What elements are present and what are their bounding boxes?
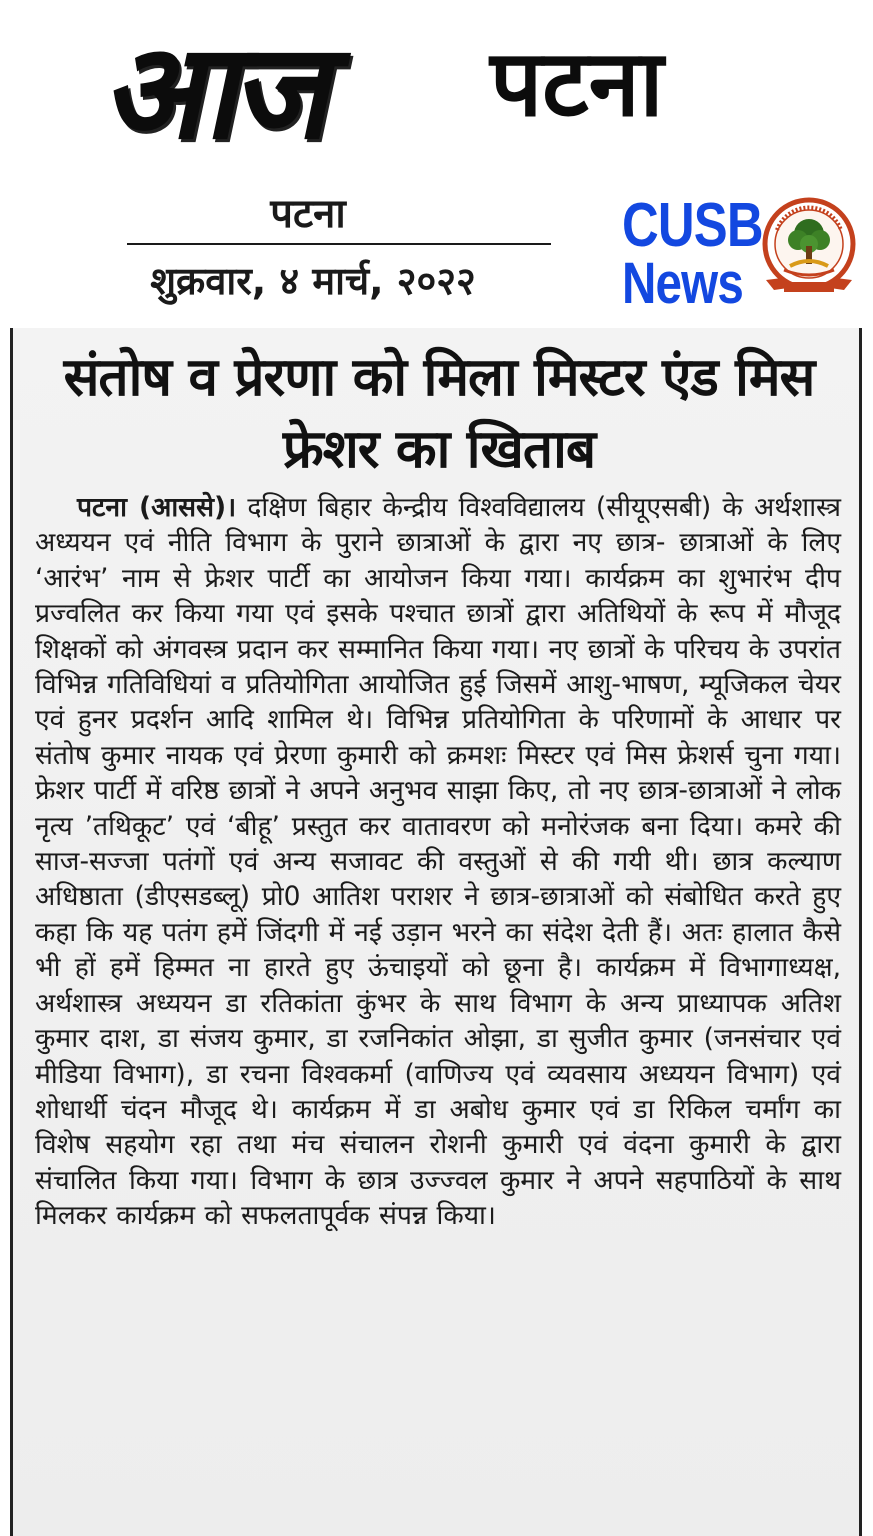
dateline-city: पटना	[270, 191, 346, 237]
news-article	[10, 328, 862, 1536]
edition-city-title: पटना	[490, 30, 664, 137]
cusb-logo-line1: CUSB	[622, 191, 763, 260]
cusb-logo-line2: News	[622, 251, 743, 316]
dateline-date: शुक्रवार, ४ मार्च, २०२२	[150, 259, 476, 303]
article-byline: पटना (आससे)।	[77, 492, 237, 523]
article-body-text: दक्षिण बिहार केन्द्रीय विश्वविद्यालय (सीयूएसबी) के अर्थशास्त्र अध्ययन एवं नीति विभाग के पुराने छात्राओं के द्वारा नए छात्र- छात्राओं के लिए ‘आरंभ’ नाम से फ्रेशर पार्टी का आयोजन किया गया। कार्यक्रम का शुभारंभ दीप प्रज्वलित कर किया गया एवं इसके पश्चात छात्रों द्वारा अतिथियों के रूप में मौजूद शिक्षकों को अंगवस्त्र प्रदान कर सम्मानित किया गया। नए छात्रों के परिचय के उपरांत विभिन्न गतिविधियां व प्रतियोगिता आयोजित हुई जिसमें आशु-भाषण, म्यूजिकल चेयर एवं हुनर प्रदर्शन आदि शामिल थे। विभिन्न प्रतियोगिता के परिणामों के आधार पर संतोष कुमार नायक एवं प्रेरणा कुमारी को क्रमशः मिस्टर एवं मिस फ्रेशर्स चुना गया। फ्रेशर पार्टी में वरिष्ठ छात्रों ने अपने अनुभव साझा किए, तो नए छात्र-छात्राओं ने लोक नृत्य ’तथिकूट’ एवं ‘बीहू’ प्रस्तुत कर वातावरण को मनोरंजक बना दिया। कमरे की साज-सज्जा पतंगों एवं अन्य सजावट की वस्तुओं से की गयी थी। छात्र कल्याण अधिष्ठाता (डीएसडब्लू) प्रो0 आतिश पराशर ने छात्र-छात्राओं को संबोधित करते हुए कहा कि यह पतंग हमें जिंदगी में नई उड़ान भरने का संदेश देती हैं। अतः हालात कैसे भी हों हमें हिम्मत ना हारते हुए ऊंचाइयों को छूना है। कार्यक्रम में विभागाध्यक्ष, अर्थशास्त्र अध्ययन डा रतिकांता कुंभर के साथ विभाग के अन्य प्राध्यापक अतिश कुमार दाश, डा संजय कुमार, डा रजनिकांत ओझा, डा सुजीत कुमार (जनसंचार एवं मीडिया विभाग), डा रचना विश्वकर्मा (वाणिज्य एवं व्यवसाय अध्ययन विभाग) एवं शोधार्थी चंदन मौजूद थे। कार्यक्रम में डा अबोध कुमार एवं डा रिकिल चर्मांग का विशेष सहयोग रहा तथा मंच संचालन रोशनी कुमारी एवं वंदना कुमारी के द्वारा संचालित किया गया। विभाग के छात्र उज्ज्वल कुमार ने अपने सहपाठियों के साथ मिलकर कार्यक्रम को सफलतापूर्वक संपन्न किया।	[35, 492, 841, 1232]
newspaper-logo: आज	[95, 15, 350, 169]
newspaper-masthead	[0, 0, 873, 330]
university-seal-tree-icon	[760, 196, 858, 300]
dateline-divider	[127, 243, 551, 245]
article-headline: संतोष व प्रेरणा को मिला मिस्टर एंड मिस फ्रेशर का खिताब	[63, 347, 815, 480]
article-body	[35, 490, 841, 1234]
cusb-news-logo	[622, 191, 763, 316]
